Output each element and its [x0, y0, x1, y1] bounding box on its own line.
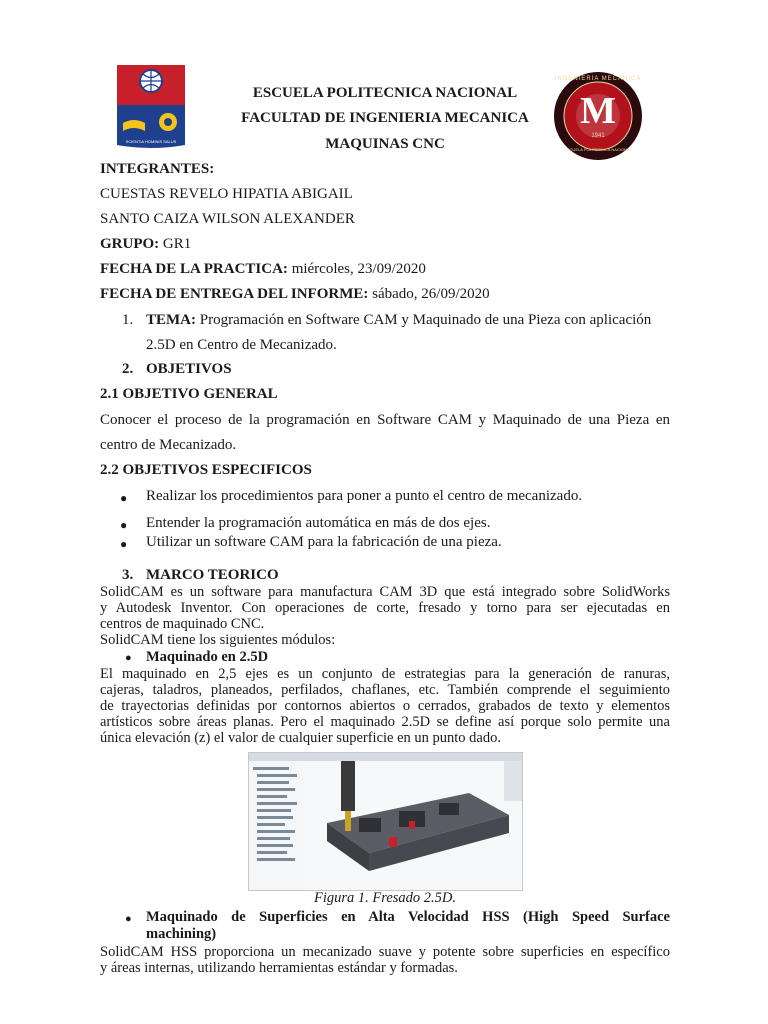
section-1-tema — [146, 312, 651, 329]
fecha-practica-value: miércoles, 23/09/2020 — [291, 261, 426, 277]
marco-p3-line: cajeras, taladros, planeados, perfilados, chaflanes, etc. También comprende el seguimiento — [100, 682, 670, 698]
grupo-label: GRUPO: — [100, 236, 160, 252]
epn-logo-motto: SCIENTIA HOMINIS SALUS — [125, 139, 177, 144]
objetivo-especifico-2: Entender la programación automática en más de dos ejes. — [146, 515, 491, 531]
section-3-title: MARCO TEORICO — [146, 567, 279, 583]
bullet-icon: ● — [120, 518, 128, 532]
tema-text-2: 2.5D en Centro de Mecanizado. — [146, 337, 337, 353]
bullet-icon: ● — [120, 537, 128, 551]
fecha-entrega-value: sábado, 26/09/2020 — [372, 286, 490, 302]
maquinado-25d-title: Maquinado en 2.5D — [146, 649, 269, 665]
course-title: MAQUINAS CNC — [325, 136, 445, 152]
section-2-number: 2. — [122, 361, 134, 377]
fecha-practica-label: FECHA DE LA PRACTICA: — [100, 261, 288, 277]
integrantes-label: INTEGRANTES: — [100, 161, 215, 177]
fecha-practica-line — [100, 261, 426, 278]
seal-year: 1941 — [591, 133, 605, 139]
marco-paragraph-2: SolidCAM tiene los siguientes módulos: — [100, 632, 336, 648]
objetivo-general-line-2: centro de Mecanizado. — [100, 437, 237, 453]
bullet-icon: ● — [125, 913, 132, 925]
faculty-title: FACULTAD DE INGENIERIA MECANICA — [241, 110, 529, 126]
tema-text-1: Programación en Software CAM y Maquinado de una Pieza con aplicación — [199, 312, 652, 328]
marco-p1-line: y Autodesk Inventor. Con operaciones de corte, fresado y torno para ser ejecutadas en — [100, 600, 670, 616]
grupo-value: GR1 — [162, 236, 192, 252]
bullet-icon: ● — [120, 491, 128, 505]
marco-p4-line: y áreas internas, utilizando herramientas estándar y formadas. — [100, 960, 458, 976]
hss-title-line-2: machining) — [146, 926, 217, 942]
objetivo-especifico-3: Utilizar un software CAM para la fabricación de una pieza. — [146, 534, 502, 550]
tema-label: TEMA: — [146, 312, 196, 328]
seal-letter: M — [580, 90, 616, 132]
marco-p3-line: única elevación (z) el valor de cualquier superficie en un punto dado. — [100, 730, 501, 746]
section-3-number: 3. — [122, 567, 134, 583]
objetivo-general-line-1: Conocer el proceso de la programación en Software CAM y Maquinado de una Pieza en — [100, 412, 670, 428]
marco-p1-line: SolidCAM es un software para manufactura CAM 3D que está integrado sobre SolidWorks — [100, 584, 670, 600]
section-2-title: OBJETIVOS — [146, 361, 232, 377]
epn-logo — [117, 65, 185, 151]
seal-bottom-text: ESCUELA POLITECNICA NACIONAL — [564, 147, 632, 152]
marco-paragraph-4 — [100, 944, 670, 976]
bullet-icon: ● — [125, 652, 132, 664]
marco-paragraph-1 — [100, 584, 670, 632]
marco-p3-line: de trayectorias definidas por contornos abiertos o cerrados, grabados de texto y elementos — [100, 698, 670, 714]
marco-paragraph-3 — [100, 666, 670, 746]
objetivo-especifico-1: Realizar los procedimientos para poner a punto el centro de mecanizado. — [146, 488, 583, 504]
objetivo-general-title: 2.1 OBJETIVO GENERAL — [100, 386, 278, 402]
member-2: SANTO CAIZA WILSON ALEXANDER — [100, 211, 355, 227]
hss-title — [146, 909, 670, 943]
fecha-entrega-line — [100, 286, 490, 303]
marco-p3-line: El maquinado en 2,5 ejes es un conjunto de estrategias para la generación de ranuras, — [100, 666, 670, 682]
objetivos-especificos-title: 2.2 OBJETIVOS ESPECIFICOS — [100, 462, 312, 478]
marco-p4-line: SolidCAM HSS proporciona un mecanizado suave y potente sobre superficies en específico — [100, 944, 670, 960]
grupo-line — [100, 236, 191, 253]
fecha-entrega-label: FECHA DE ENTREGA DEL INFORME: — [100, 286, 369, 302]
marco-p3-line: artísticos sobre áreas planas. Pero el maquinado 2.5D se define así porque solo permite una — [100, 714, 670, 730]
school-title: ESCUELA POLITECNICA NACIONAL — [252, 85, 518, 101]
figure-caption: Figura 1. Fresado 2.5D. — [313, 890, 457, 906]
hss-title-line-1: Maquinado de Superficies en Alta Velocidad HSS (High Speed Surface — [146, 909, 670, 925]
fresado-figure — [248, 752, 523, 891]
marco-p1-line: centros de maquinado CNC. — [100, 616, 265, 632]
section-1-number: 1. — [122, 312, 134, 328]
member-1: CUESTAS REVELO HIPATIA ABIGAIL — [100, 186, 353, 202]
seal-top-text: INGENIERIA MECANICA — [554, 76, 642, 82]
